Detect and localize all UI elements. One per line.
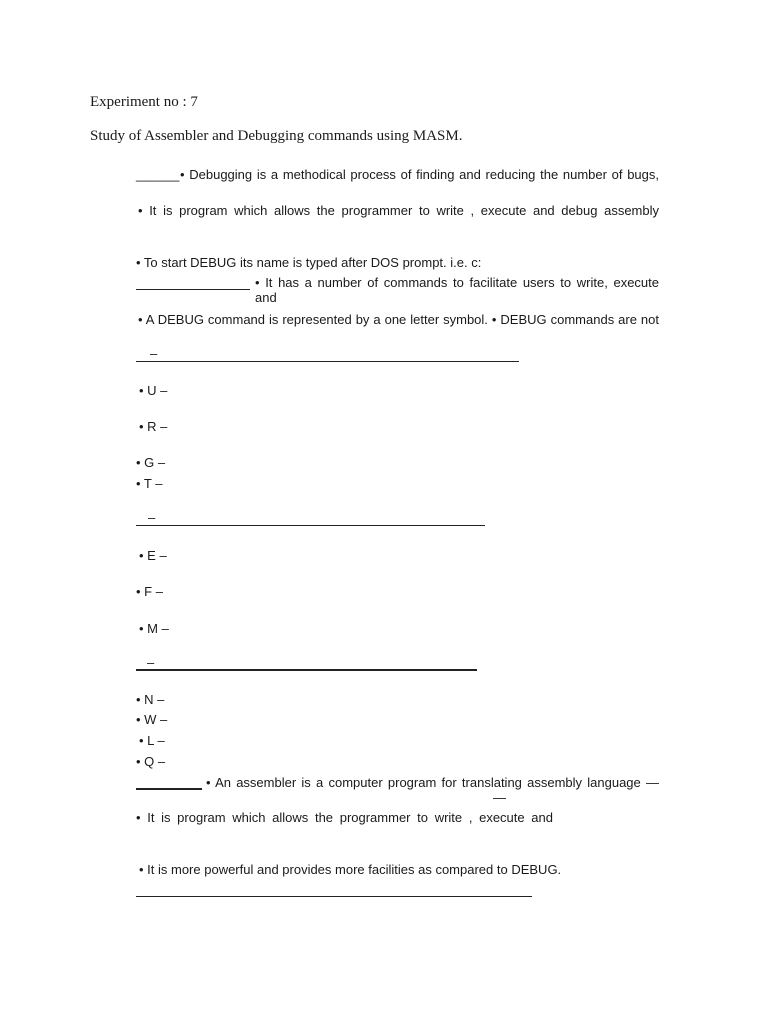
fill-blank-rule: [136, 788, 202, 790]
command-n: • N –: [136, 692, 165, 707]
command-l: • L –: [139, 733, 165, 748]
command-e: • E –: [139, 548, 167, 563]
command-g: • G –: [136, 455, 166, 470]
blank-dash: –: [148, 510, 156, 525]
masm-program-line: • It is program which allows the programmer to write , execute and: [136, 810, 553, 825]
debugging-definition: • Debugging is a methodical process of finding and reducing the number of bugs,: [180, 167, 659, 182]
fill-blank-rule: [136, 289, 250, 290]
experiment-subheading: Study of Assembler and Debugging commands using MASM.: [90, 128, 463, 144]
fill-blank-short: ______: [136, 167, 180, 182]
command-r: • R –: [139, 419, 168, 434]
debug-program-line: • It is program which allows the programmer to write , execute and debug assembly: [138, 203, 659, 218]
command-u: • U –: [139, 383, 168, 398]
blank-dash: –: [147, 655, 155, 670]
command-f: • F –: [136, 584, 163, 599]
blank-dash: –: [150, 346, 158, 361]
fill-blank-rule: [136, 669, 477, 671]
command-q: • Q –: [136, 754, 166, 769]
experiment-heading: Experiment no : 7: [90, 94, 198, 110]
assembler-definition: • An assembler is a computer program for translating assembly language —: [206, 775, 659, 790]
command-w: • W –: [136, 712, 168, 727]
command-m: • M –: [139, 621, 169, 636]
start-debug-line: • To start DEBUG its name is typed after DOS prompt. i.e. c:: [136, 255, 482, 270]
continuation-dash: —: [493, 790, 506, 805]
fill-blank-rule: [136, 525, 485, 526]
fill-blank-rule: [136, 361, 519, 362]
fill-blank-rule: [136, 896, 532, 897]
command-t: • T –: [136, 476, 163, 491]
masm-powerful-line: • It is more powerful and provides more facilities as compared to DEBUG.: [139, 862, 562, 877]
commands-line: • It has a number of commands to facilitate users to write, execute and: [255, 275, 659, 305]
debug-symbol-line: • A DEBUG command is represented by a one letter symbol. • DEBUG commands are not: [138, 312, 659, 327]
